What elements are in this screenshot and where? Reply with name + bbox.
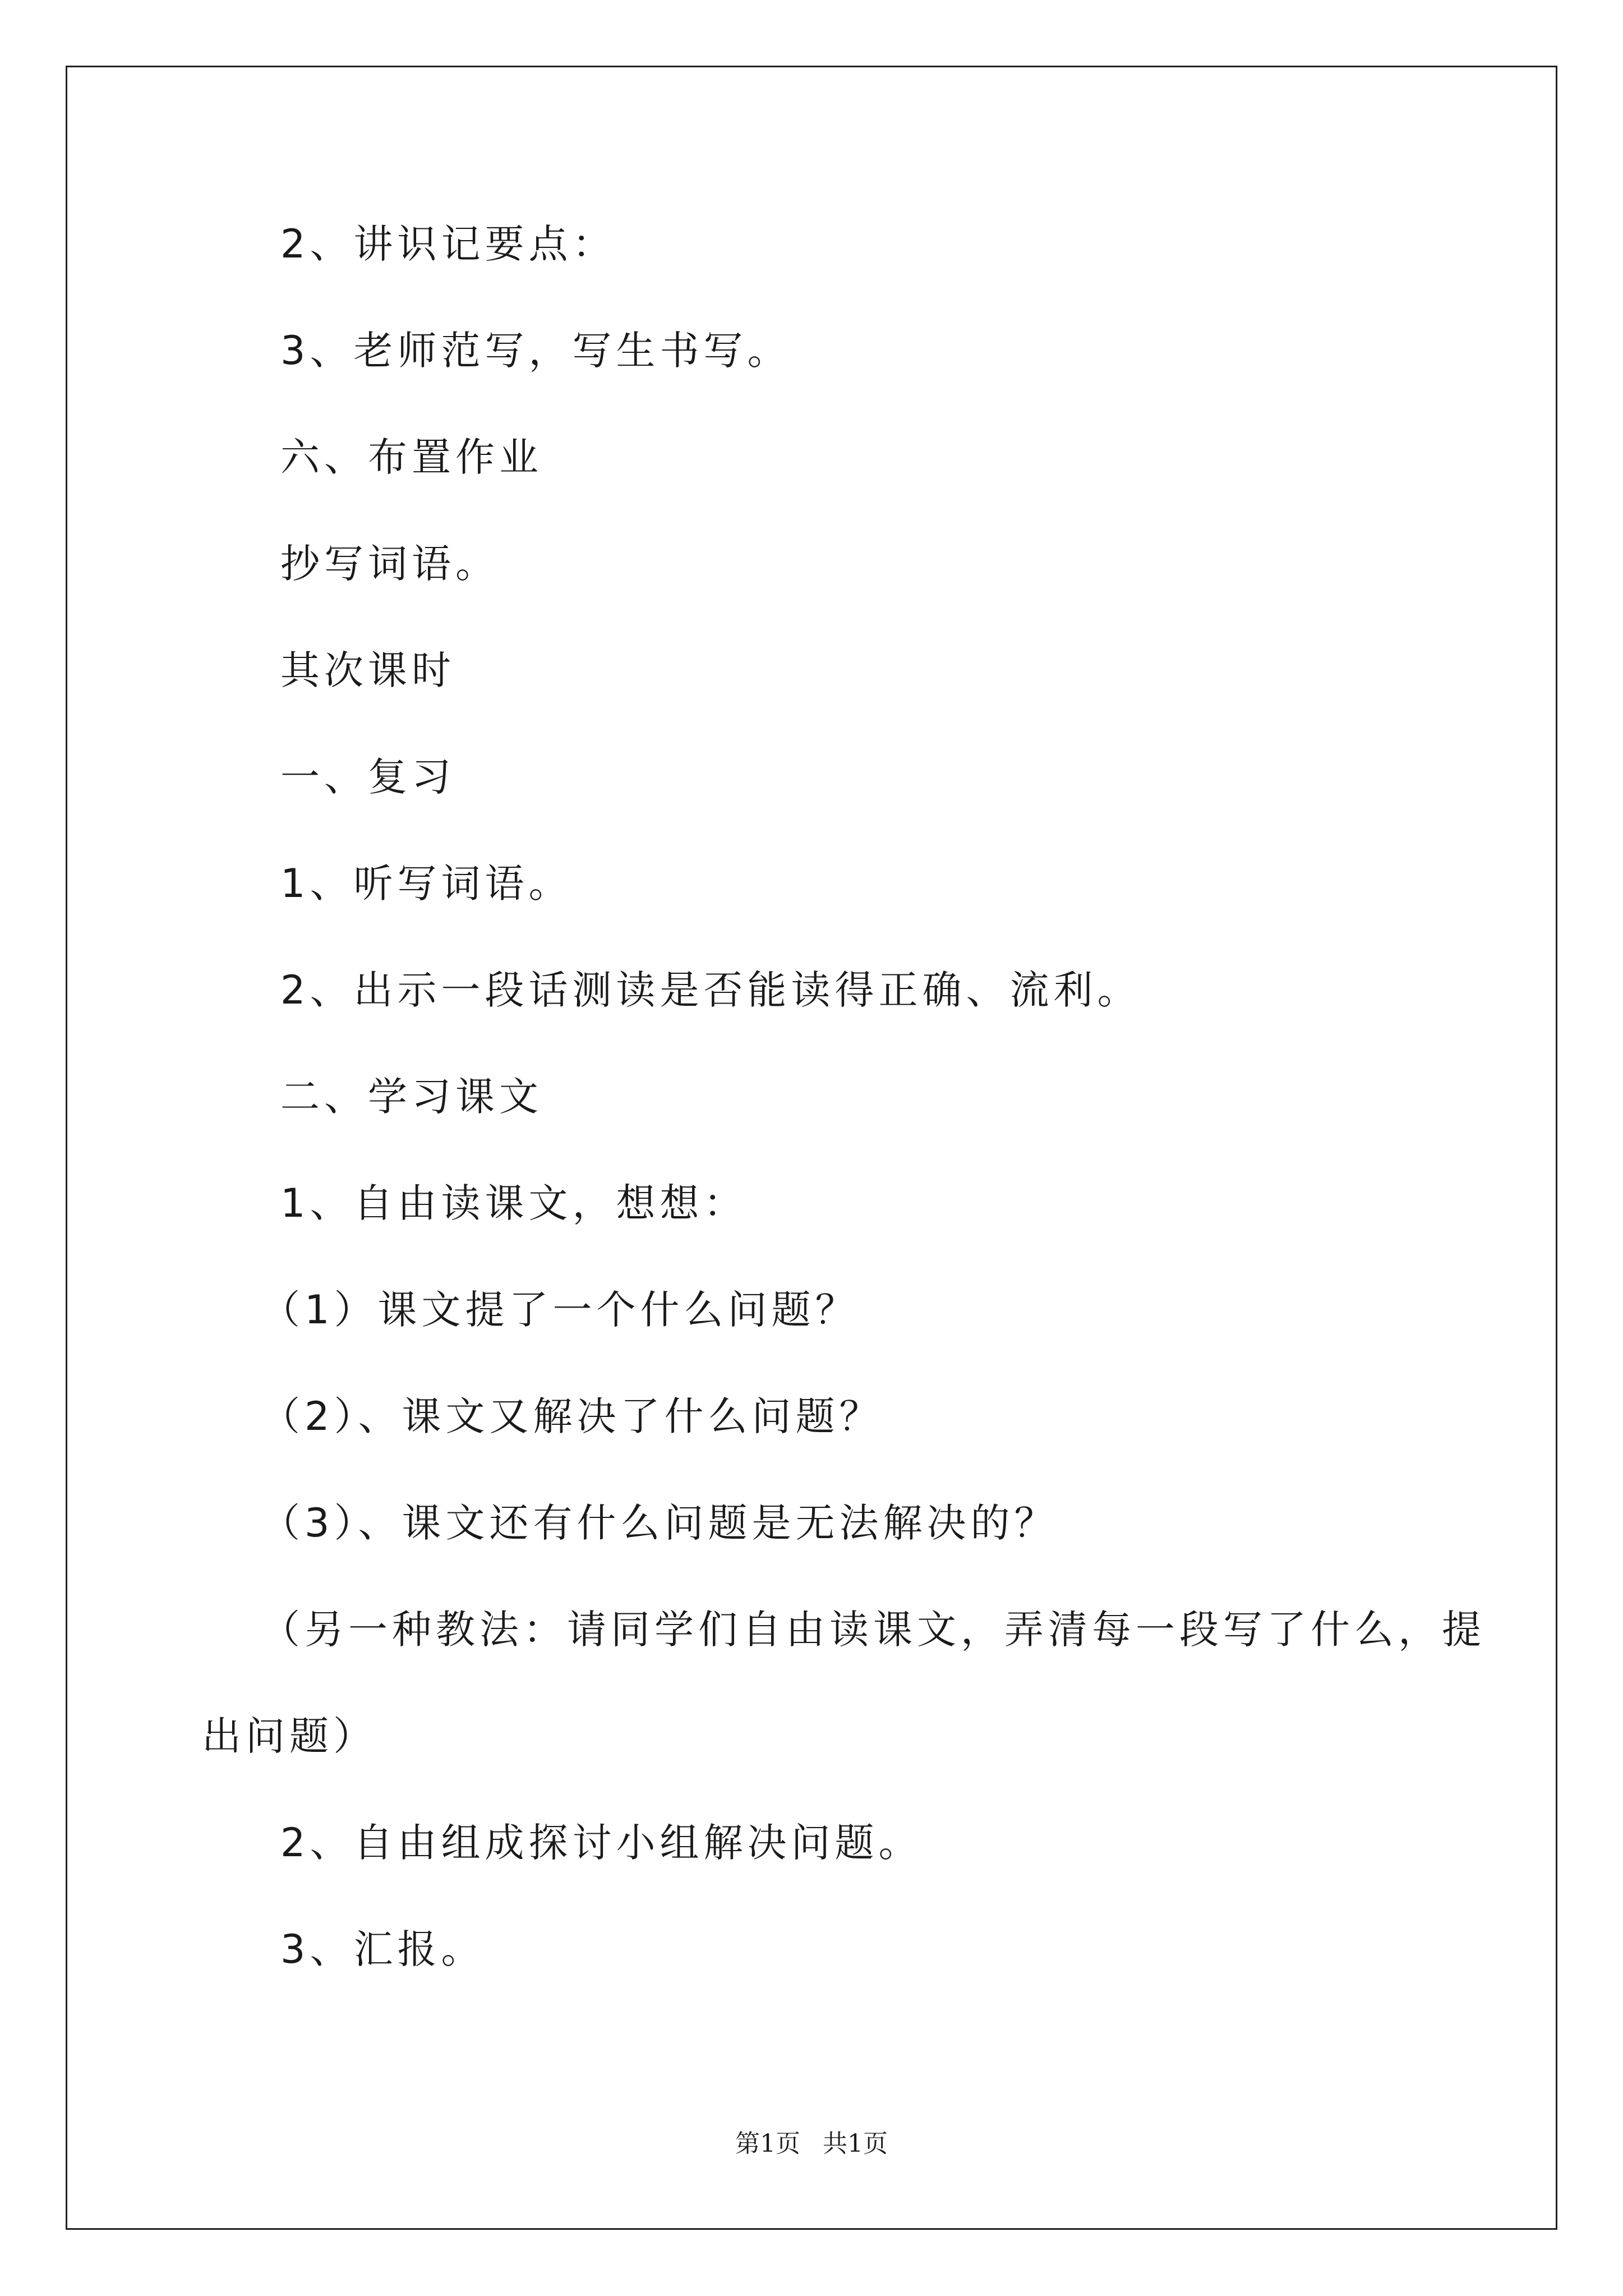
text-line: 1、听写词语。 — [280, 861, 573, 907]
page-number: 第1页 — [735, 2129, 800, 2158]
text-line: （1）课文提了一个什么问题？ — [261, 1287, 859, 1333]
text-line: 六、布置作业 — [280, 434, 543, 480]
text-line: （2）、课文又解决了什么问题？ — [261, 1393, 883, 1439]
text-line: 出问题） — [202, 1713, 377, 1759]
text-line: 2、自由组成探讨小组解决问题。 — [280, 1820, 923, 1866]
text-line: （另一种教法：请同学们自由读课文，弄清每一段写了什么，提 — [261, 1607, 1486, 1653]
page-frame — [66, 66, 1557, 2230]
text-line: 2、讲识记要点： — [280, 221, 616, 267]
text-line: 二、学习课文 — [280, 1074, 543, 1120]
text-line: 一、复习 — [280, 754, 455, 800]
text-line: 3、老师范写，写生书写。 — [280, 328, 791, 374]
page-footer — [67, 2127, 1556, 2161]
page-total: 共1页 — [823, 2129, 888, 2158]
text-line: 2、出示一段话测读是否能读得正确、流利。 — [280, 967, 1141, 1013]
text-line: 1、自由读课文，想想： — [280, 1180, 748, 1226]
document-body — [67, 67, 1556, 2228]
text-line: 抄写词语。 — [280, 541, 499, 587]
text-line: 3、汇报。 — [280, 1926, 485, 1972]
text-line: （3）、课文还有什么问题是无法解决的？ — [261, 1500, 1058, 1546]
text-line: 其次课时 — [280, 647, 455, 693]
